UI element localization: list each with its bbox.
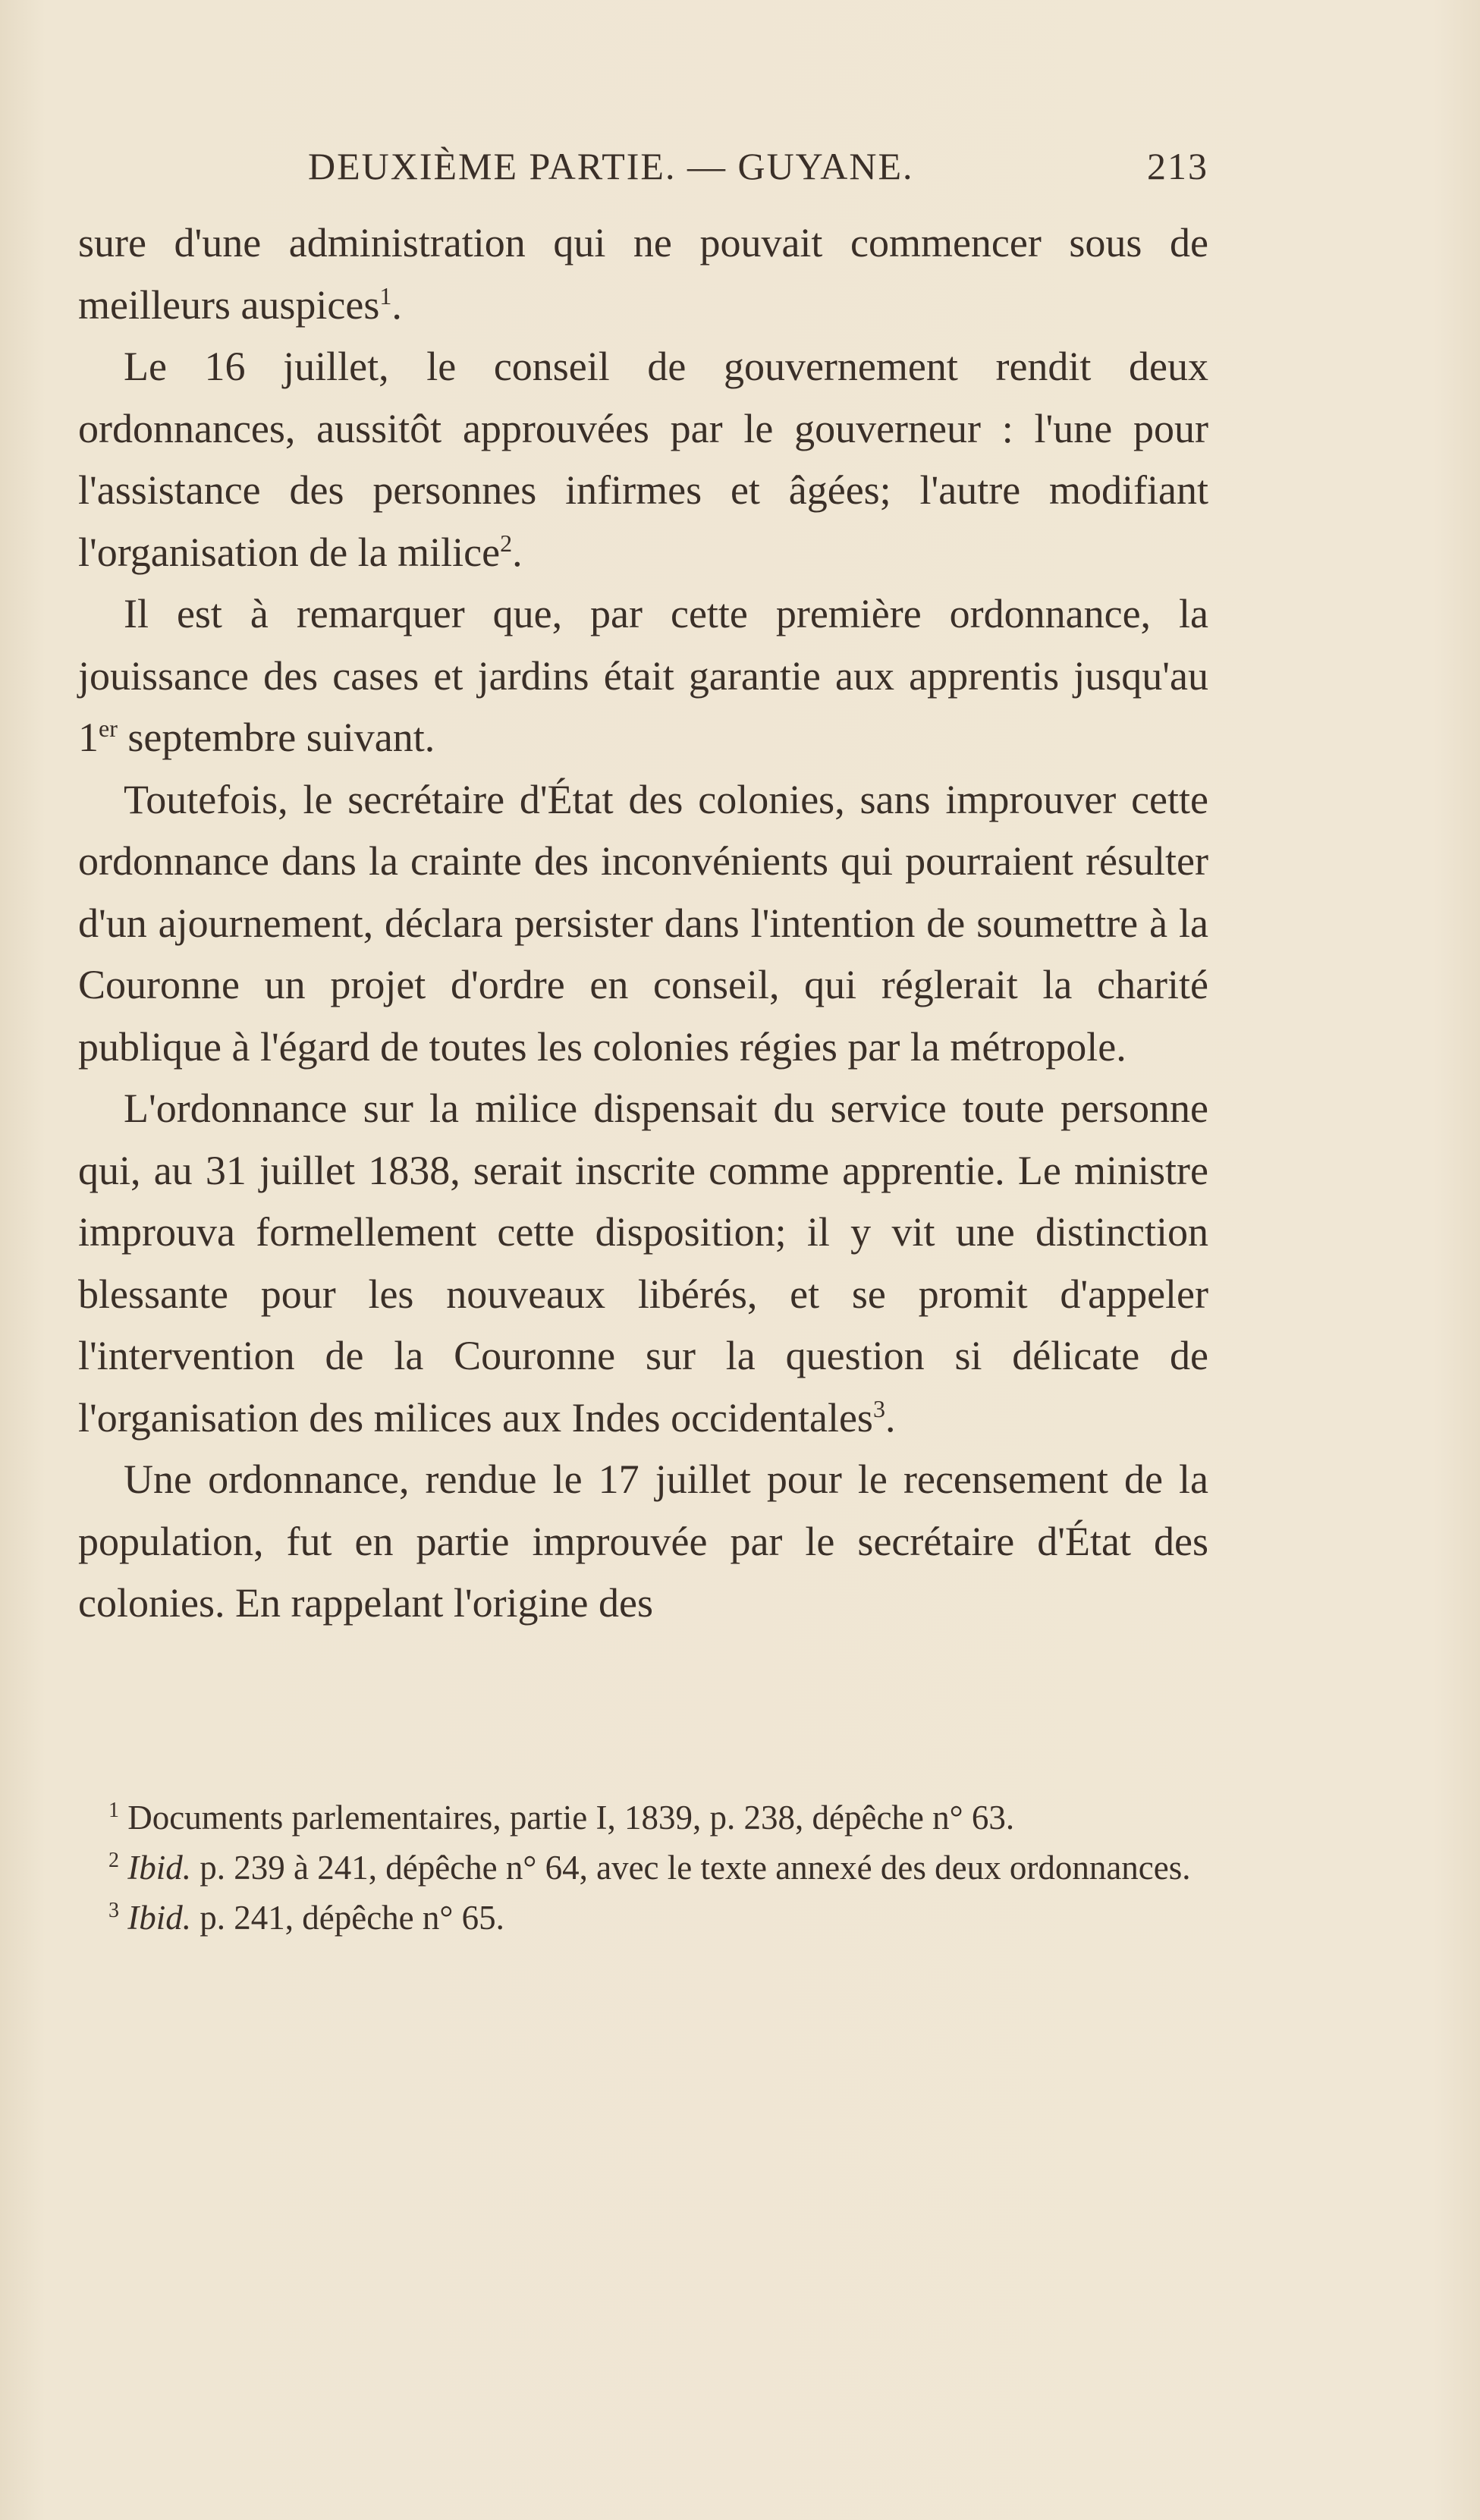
footnote-1: $^1$ Documents parlementaires, partie I, 1839, p. 238, dépêche n° 63. <box>108 1799 1015 1837</box>
paragraph-5: L'ordonnance sur la milice dispensait du service toute personne qui, au 31 juillet 1838, serait inscrite comme apprentie. Le ministre improuva formellement cette disposition; il y vit une distinction blessante pour les nouveaux libérés, et se promit d'appeler l'intervention de la Couronne sur la question si délicate de l'organisation des milices aux Indes occidentales$^3$. <box>78 1086 1208 1441</box>
footnotes <box>78 1793 1208 1943</box>
superscript-er: er <box>99 715 118 742</box>
paragraph-3: Il est à remarquer que, par cette première ordonnance, la jouissance des cases et jardins était garantie aux apprentis jusqu'au 1er septembre suivant. <box>78 591 1208 760</box>
main-text <box>78 212 1208 1635</box>
footnote-mark: 1 <box>108 1799 119 1822</box>
paragraph-2: Le 16 juillet, le conseil de gouvernement rendit deux ordonnances, aussitôt approuvées par le gouverneur : l'une pour l'assistance des personnes infirmes et âgées; l'autre modifiant l'organisation de la milice$^2$. <box>78 344 1208 575</box>
paragraph-6: Une ordonnance, rendue le 17 juillet pour le recensement de la population, fut en partie improuvée par le secrétaire d'État des colonies. En rappelant l'origine des <box>78 1456 1208 1626</box>
running-header <box>78 144 1208 197</box>
footnote-mark: 3 <box>108 1899 119 1922</box>
footnote-ref-1: 1 <box>379 281 392 310</box>
running-title: DEUXIÈME PARTIE. — GUYANE. <box>308 145 914 187</box>
footnote-3: $^3$ Ibid. p. 241, dépêche n° 65. <box>108 1899 504 1937</box>
page-number: 213 <box>1147 145 1208 187</box>
footnote-ref-2: 2 <box>500 529 513 557</box>
paragraph-1: sure d'une administration qui ne pouvait commencer sous de meilleurs auspices$^1$. <box>78 220 1208 328</box>
footnote-ref-3: 3 <box>872 1394 885 1422</box>
paragraph-4: Toutefois, le secrétaire d'État des colonies, sans improuver cette ordonnance dans la crainte des inconvénients qui pourraient résulter d'un ajournement, déclara persister dans l'intention de soumettre à la Couronne un projet d'ordre en conseil, qui réglerait la charité publique à l'égard de toutes les colonies régies par la métropole. <box>78 776 1208 1070</box>
footnote-mark: 2 <box>108 1849 119 1872</box>
footnote-2: $^2$ Ibid. p. 239 à 241, dépêche n° 64, avec le texte annexé des deux ordonnances. <box>108 1849 1191 1887</box>
